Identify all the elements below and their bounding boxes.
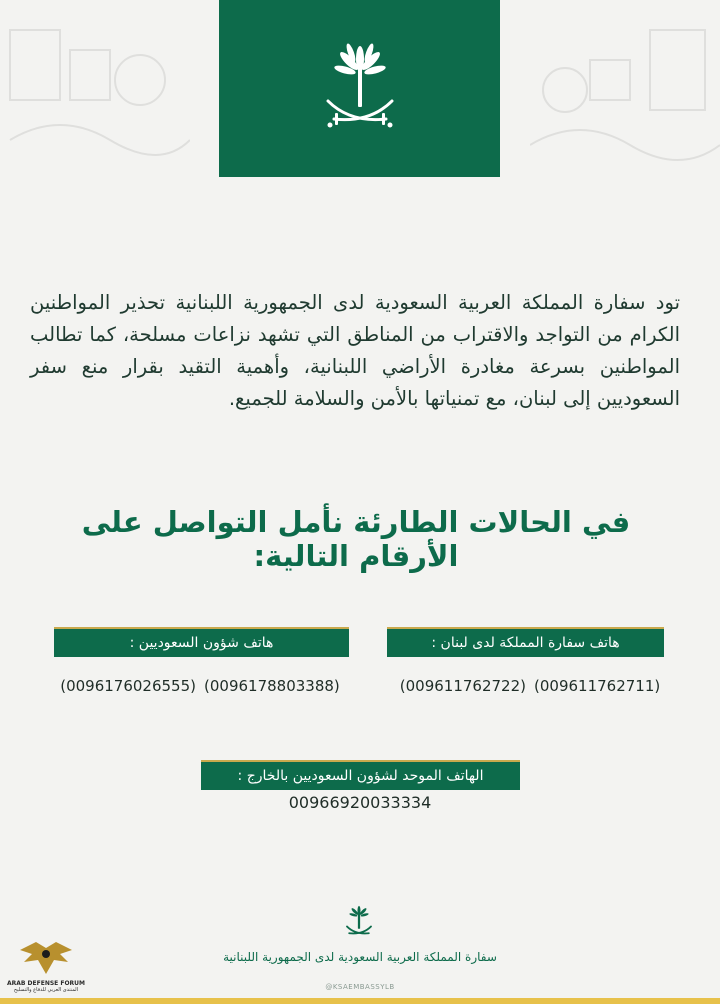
embassy-phone-2[interactable]: (009611762711) bbox=[534, 677, 661, 695]
header-flag-block bbox=[219, 0, 500, 177]
unified-phone-row bbox=[200, 793, 520, 812]
unified-number-label: الهاتف الموحد لشؤون السعوديين بالخارج : bbox=[201, 760, 520, 790]
citizens-affairs-phone-1[interactable]: (0096176026555) bbox=[60, 677, 196, 695]
emergency-headline: في الحالات الطارئة نأمل التواصل على الأرقام التالية: bbox=[81, 505, 631, 573]
embassy-phone-1[interactable]: (009611762722) bbox=[399, 677, 526, 695]
background-pattern-left bbox=[0, 20, 190, 170]
embassy-phones bbox=[380, 677, 680, 695]
forum-subtitle: المنتدى العربي للدفاع والتسليح bbox=[13, 987, 79, 993]
forum-watermark bbox=[6, 940, 86, 1000]
citizens-affairs-phone-2[interactable]: (0096178803388) bbox=[204, 677, 340, 695]
palm-and-swords-icon bbox=[320, 39, 400, 139]
forum-title: ARAB DEFENSE FORUM bbox=[6, 980, 86, 987]
embassy-label: هاتف سفارة المملكة لدى لبنان : bbox=[387, 627, 664, 657]
statement-paragraph: تود سفارة المملكة العربية السعودية لدى الجمهورية اللبنانية تحذير المواطنين الكرام من التواجد والاقتراب من المناطق التي تشهد نزاعات مسلحة، كما تطالب المواطنين بسرعة مغادرة الأراضي اللبنانية، وأهمية التقيد بقرار منع سفر السعوديين إلى لبنان، مع تمنياتها بالأمن والسلامة للجميع. bbox=[30, 291, 680, 410]
unified-phone[interactable]: 00966920033334 bbox=[288, 793, 432, 812]
eagle-logo-icon bbox=[16, 940, 76, 980]
citizens-affairs-phones bbox=[40, 677, 360, 695]
citizens-affairs-label: هاتف شؤون السعوديين : bbox=[54, 627, 349, 657]
footer-embassy-name: سفارة المملكة العربية السعودية لدى الجمهورية اللبنانية bbox=[223, 950, 497, 964]
footer-social-handle[interactable]: @KSAEMBASSYLB bbox=[325, 983, 395, 991]
footer-emblem-icon bbox=[344, 903, 374, 941]
background-pattern-right bbox=[530, 20, 720, 170]
bottom-accent-bar bbox=[0, 998, 720, 1004]
